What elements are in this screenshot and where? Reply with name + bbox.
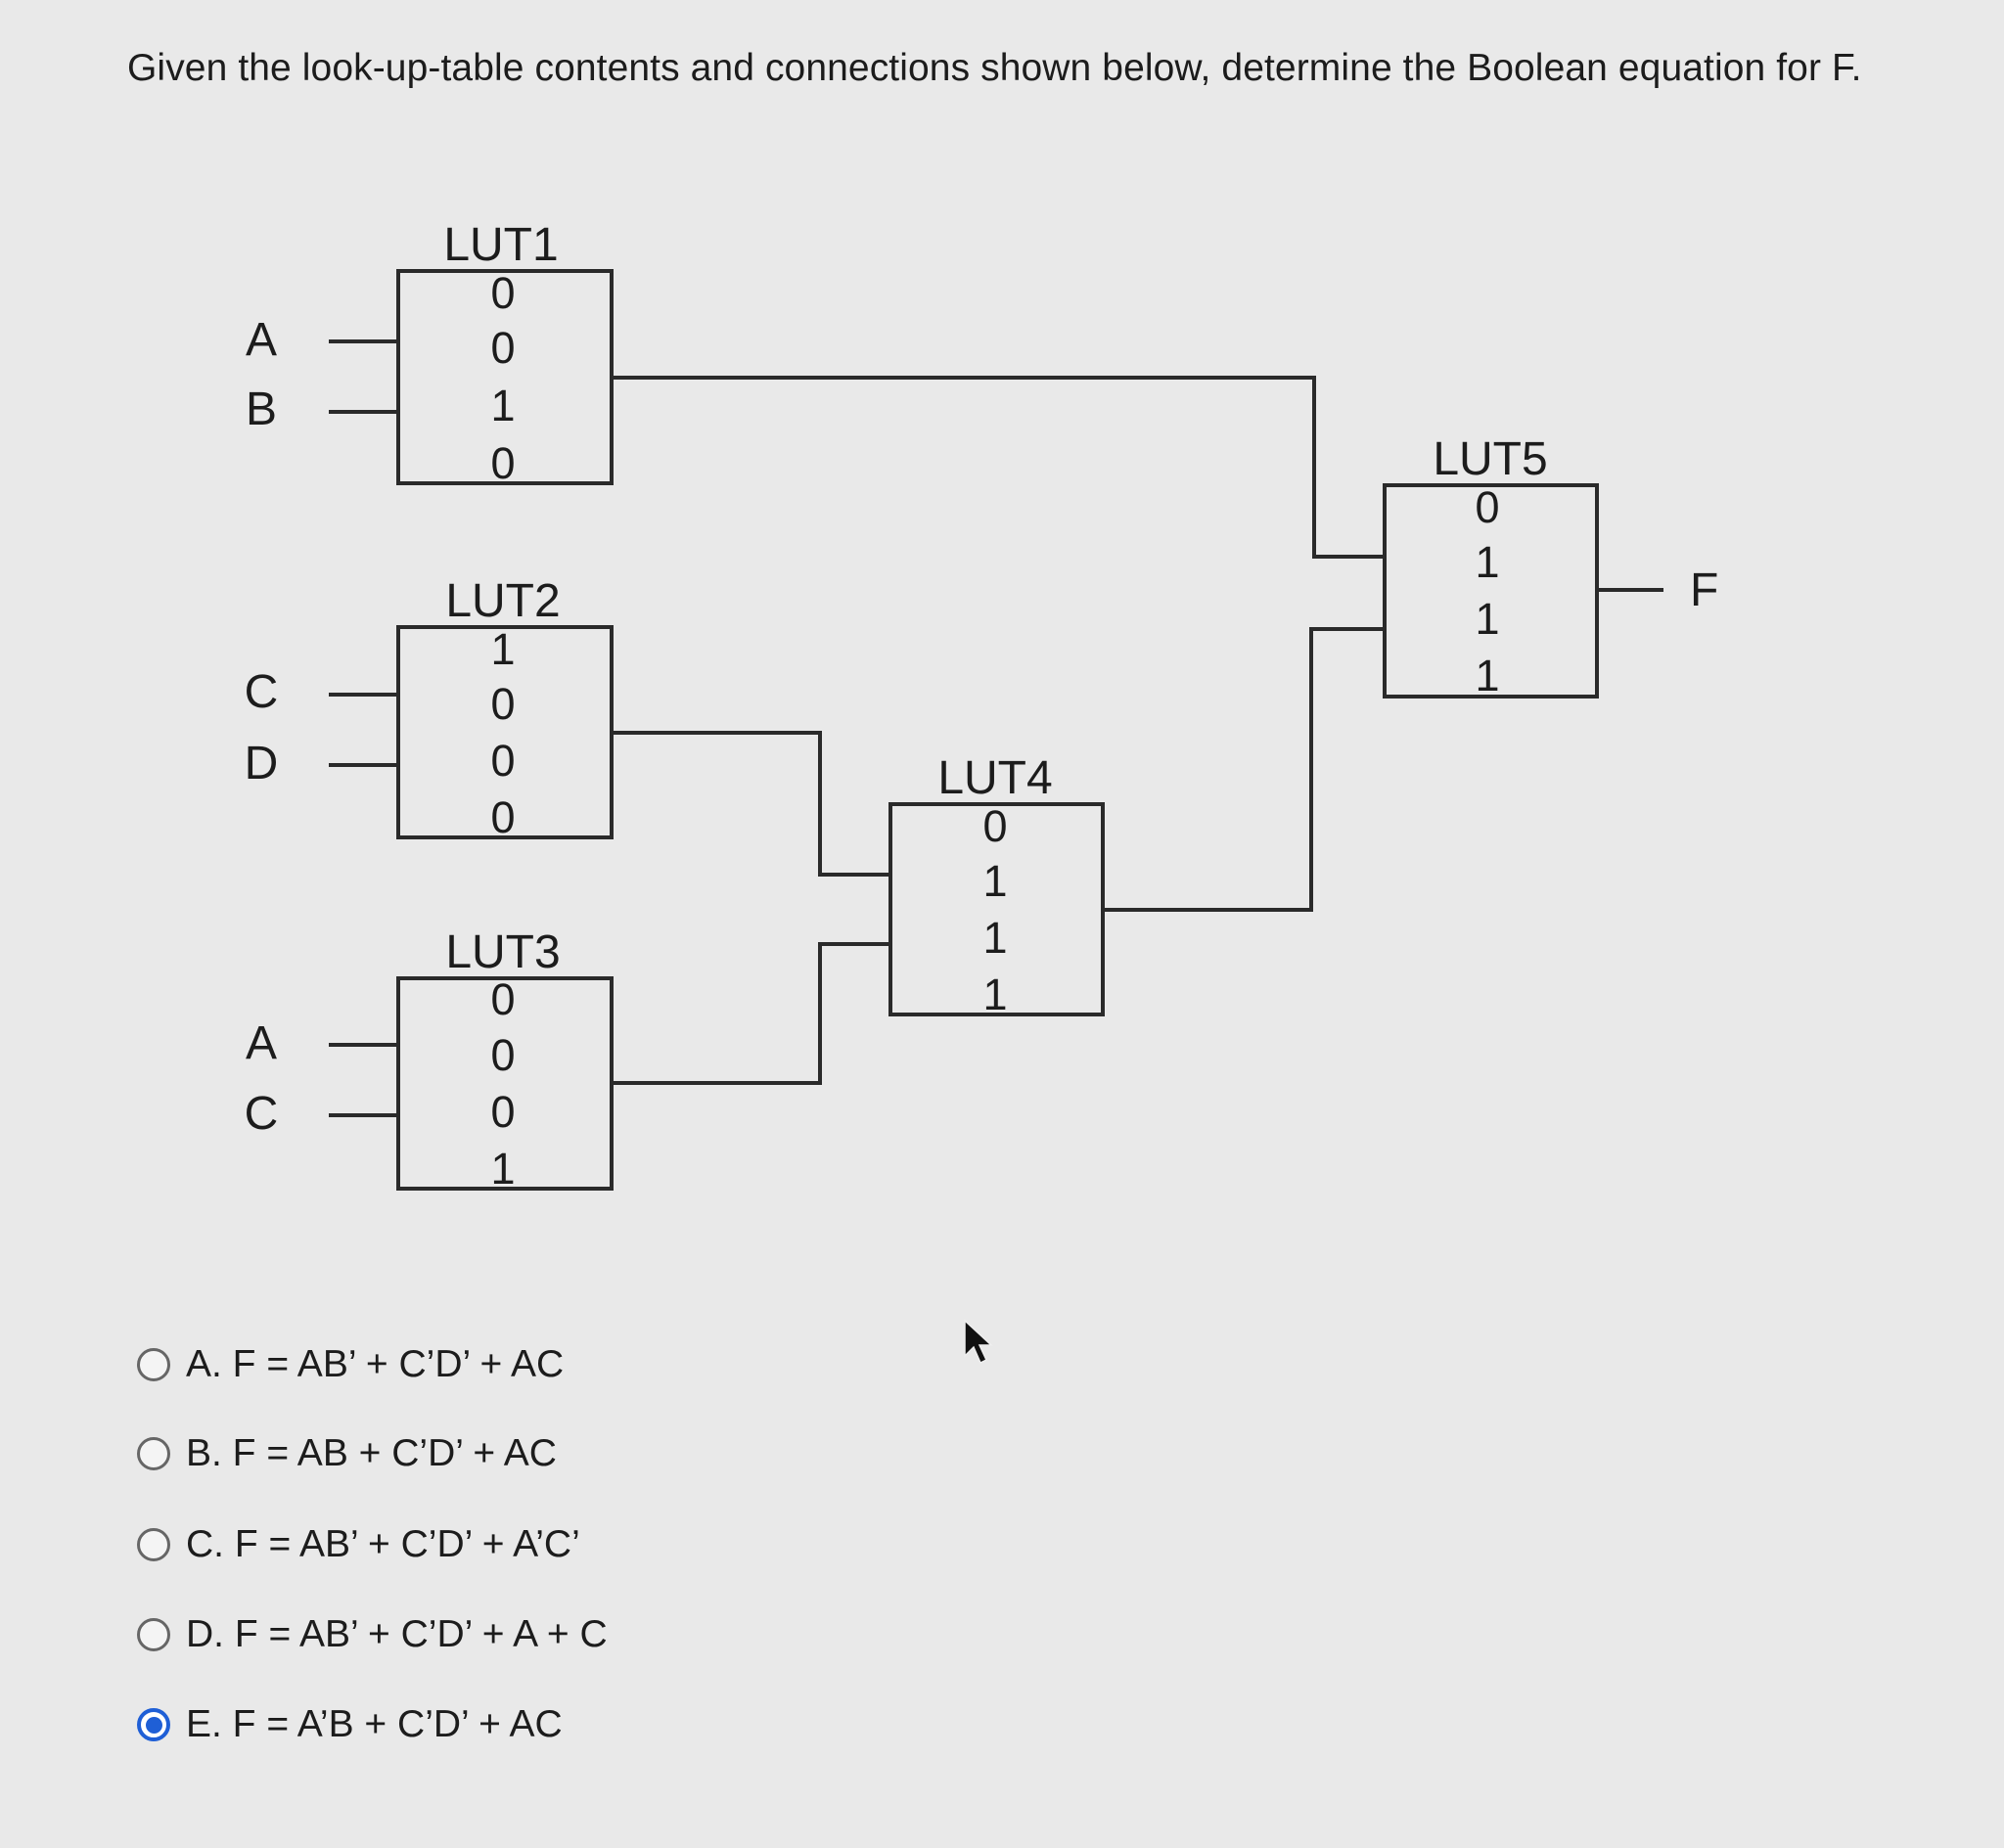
lut4 <box>890 752 1103 1019</box>
lut3-input-c-label: C <box>244 1088 279 1140</box>
lut1-title: LUT1 <box>443 219 559 271</box>
output-f-label: F <box>1690 564 1719 616</box>
wire-lut3-to-lut4 <box>612 944 890 1083</box>
lut4-bit-0: 0 <box>982 801 1008 851</box>
lut3-title: LUT3 <box>445 926 561 978</box>
lut5-bit-0: 0 <box>1475 482 1500 532</box>
lut3-bit-3: 1 <box>490 1144 516 1194</box>
lut2-input-c-label: C <box>244 666 279 718</box>
choice-d-label: D. F = AB’ + C’D’ + A + C <box>186 1613 608 1655</box>
lut1-bit-0: 0 <box>490 268 516 318</box>
lut4-bit-1: 1 <box>982 856 1008 906</box>
lut2 <box>245 575 612 842</box>
lut5-title: LUT5 <box>1433 433 1548 485</box>
lut1-bit-2: 1 <box>490 381 516 430</box>
lut2-bit-0: 1 <box>490 624 516 674</box>
radio-button-b[interactable] <box>137 1437 170 1470</box>
lut1-input-a-label: A <box>245 314 278 366</box>
lut2-title: LUT2 <box>445 575 561 627</box>
wire-lut1-to-lut5 <box>612 378 1385 557</box>
choice-e[interactable] <box>137 1695 685 1754</box>
lut2-bit-2: 0 <box>490 736 516 786</box>
lut5-bit-3: 1 <box>1475 651 1500 700</box>
lut4-bit-2: 1 <box>982 913 1008 963</box>
lut3-bit-2: 0 <box>490 1087 516 1137</box>
choice-d[interactable] <box>137 1605 685 1664</box>
choice-a[interactable] <box>137 1335 685 1394</box>
choice-b-label: B. F = AB + C’D’ + AC <box>186 1432 557 1474</box>
lut2-input-d-label: D <box>244 738 279 789</box>
lut3-bit-0: 0 <box>490 974 516 1024</box>
lut2-bit-1: 0 <box>490 679 516 729</box>
choice-e-label: E. F = A’B + C’D’ + AC <box>186 1703 563 1745</box>
lut1-bit-3: 0 <box>490 438 516 488</box>
choice-c[interactable] <box>137 1515 685 1574</box>
lut5-bit-1: 1 <box>1475 537 1500 587</box>
question-text: Given the look-up-table contents and connections shown below, determine the Boolean equation for F. <box>127 47 1862 89</box>
lut4-title: LUT4 <box>937 752 1053 804</box>
wire-lut4-to-lut5 <box>1103 629 1385 910</box>
lut1-input-b-label: B <box>245 383 278 435</box>
lut1-bit-1: 0 <box>490 323 516 373</box>
lut3-input-a-label: A <box>245 1017 278 1069</box>
lut1 <box>246 219 612 488</box>
choice-b[interactable] <box>137 1424 685 1483</box>
radio-button-c[interactable] <box>137 1528 170 1561</box>
lut2-bit-3: 0 <box>490 792 516 842</box>
lut5-bit-2: 1 <box>1475 594 1500 644</box>
lut4-bit-3: 1 <box>982 969 1008 1019</box>
radio-button-d[interactable] <box>137 1618 170 1651</box>
radio-button-a[interactable] <box>137 1348 170 1381</box>
choice-c-label: C. F = AB’ + C’D’ + A’C’ <box>186 1523 580 1565</box>
lut3 <box>245 926 612 1194</box>
arrow-cursor-icon <box>962 1319 995 1368</box>
choice-a-label: A. F = AB’ + C’D’ + AC <box>186 1343 565 1385</box>
lut3-bit-1: 0 <box>490 1030 516 1080</box>
radio-button-e[interactable] <box>137 1708 170 1741</box>
lut5 <box>1385 433 1597 700</box>
wire-lut2-to-lut4 <box>612 733 890 875</box>
